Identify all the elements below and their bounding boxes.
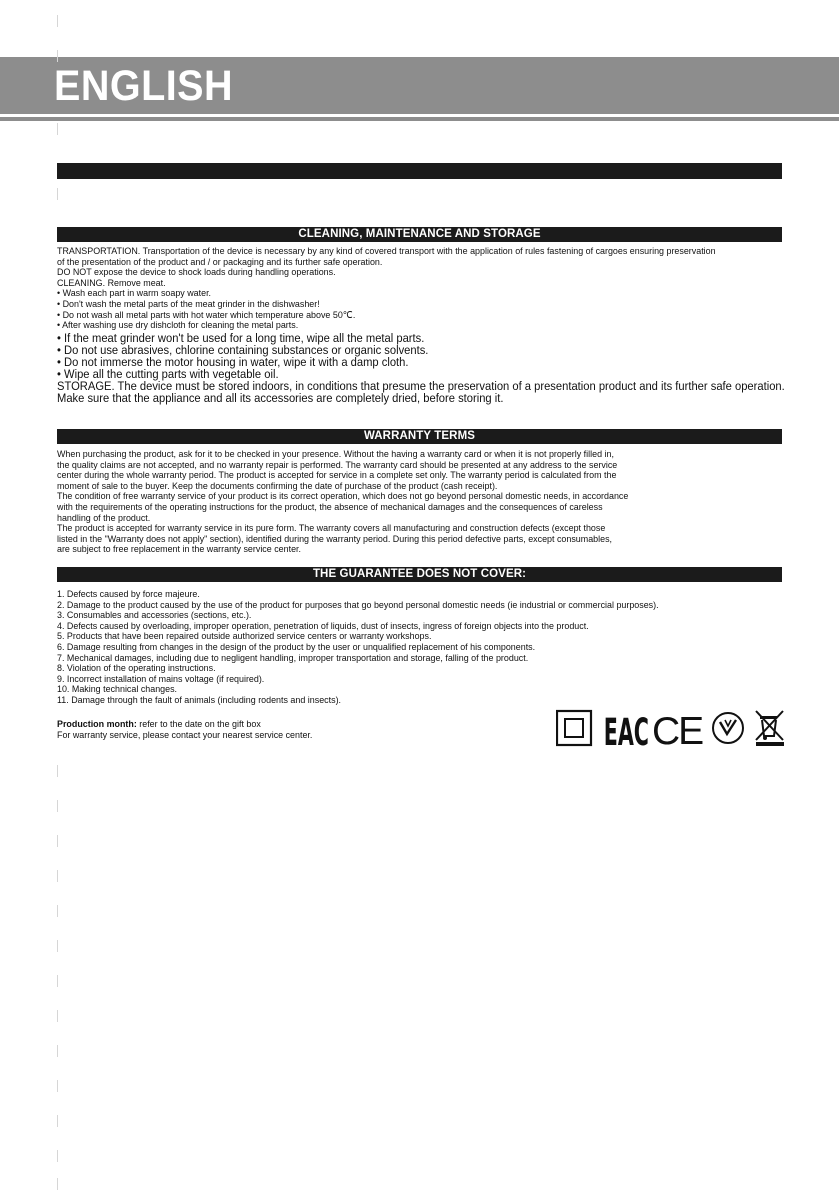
warranty-line: are subject to free replacement in the warranty service center. <box>57 544 301 556</box>
list-item: 2. Damage to the product caused by the use of the product for purposes that go beyond personal domestic needs (ie industrial or commercial purposes). <box>57 599 659 611</box>
banner-rule <box>0 117 839 121</box>
certification-marks <box>556 708 786 748</box>
cleaning-line: • Do not wash all metal parts with hot water which temperature above 50℃. <box>57 309 356 321</box>
cleaning-line: CLEANING. Remove meat. <box>57 277 166 289</box>
guarantee-list <box>57 590 837 707</box>
warranty-line: When purchasing the product, ask for it to be checked in your presence. Without the having a warranty card or when it is not properly filled in, <box>57 449 614 460</box>
certification-marks-svg <box>556 708 786 748</box>
cleaning-line-large: • Wipe all the cutting parts with vegetable oil. <box>57 366 279 381</box>
cleaning-line: • Wash each part in warm soapy water. <box>57 288 212 300</box>
list-item: 7. Mechanical damages, including due to negligent handling, improper transportation and storage, falling of the product. <box>57 652 529 664</box>
service-contact-text: For warranty service, please contact your nearest service center. <box>57 729 313 741</box>
cleaning-line: • After washing use dry dishcloth for cleaning the metal parts. <box>57 320 299 332</box>
list-item: 5. Products that have been repaired outside authorized service centers or warranty workshops. <box>57 631 432 643</box>
warranty-line: center during the whole warranty period. The product is accepted for service in a complete set only. The warranty period is calculated from the <box>57 470 617 482</box>
list-item: 10. Making technical changes. <box>57 684 178 696</box>
warranty-text <box>57 450 837 556</box>
cleaning-line: • Don't wash the metal parts of the meat grinder in the dishwasher! <box>57 298 320 310</box>
language-title: ENGLISH <box>54 62 234 110</box>
warranty-line: The condition of free warranty service of your product is its correct operation, which does not go beyond personal domestic needs, in accordance <box>57 491 629 503</box>
guarantee-section-title: THE GUARANTEE DOES NOT COVER: <box>57 567 782 582</box>
cleaning-text <box>57 247 837 404</box>
cleaning-line-large: • Do not immerse the motor housing in water, wipe it with a damp cloth. <box>57 354 409 369</box>
list-item: 8. Violation of the operating instructions. <box>57 663 216 675</box>
list-item: 1. Defects caused by force majeure. <box>57 589 200 600</box>
ce-icon <box>652 710 703 748</box>
warranty-line: listed in the "Warranty does not apply" section), identified during the warranty period. During this period defective parts, except consumables, <box>57 533 613 545</box>
warranty-line: handling of the product. <box>57 512 151 524</box>
production-month-value: refer to the date on the gift box <box>136 719 261 730</box>
storage-line: Make sure that the appliance and all its accessories are completely dried, before storing it. <box>57 390 504 405</box>
double-insulation-icon <box>557 711 591 745</box>
warranty-line: with the requirements of the operating instructions for the product, the absence of mechanical damages and the consequences of careless <box>57 501 603 513</box>
list-item: 4. Defects caused by overloading, improper operation, penetration of liquids, dust of insects, ingress of foreign objects into the product. <box>57 620 589 632</box>
cleaning-line: TRANSPORTATION. Transportation of the device is necessary by any kind of covered transport with the application of rules fastening of cargoes ensuring preservation <box>57 246 716 257</box>
header-divider-bar <box>57 163 782 179</box>
weee-bin-icon <box>756 711 784 746</box>
ukrsepro-icon <box>713 713 743 743</box>
storage-line: STORAGE. The device must be stored indoors, in conditions that presume the preservation of a presentation product and its further safe operation. <box>57 378 785 393</box>
warranty-line: The product is accepted for warranty service in its pure form. The warranty covers all manufacturing and construction defects (except those <box>57 523 606 535</box>
warranty-line: moment of sale to the buyer. Keep the documents confirming the date of purchase of the product (cash receipt). <box>57 480 498 492</box>
warranty-section-title: WARRANTY TERMS <box>57 429 782 444</box>
list-item: 3. Consumables and accessories (sections, etc.). <box>57 610 252 622</box>
cleaning-line: of the presentation of the product and / or packaging and its further safe operation. <box>57 256 383 268</box>
eac-icon <box>604 711 649 748</box>
warranty-line: the quality claims are not accepted, and no warranty repair is performed. The warranty card should be presented at any address to the service <box>57 459 618 471</box>
cleaning-line-large: • If the meat grinder won't be used for a long time, wipe all the metal parts. <box>57 330 425 345</box>
cleaning-line: DO NOT expose the device to shock loads during handling operations. <box>57 267 336 279</box>
list-item: 6. Damage resulting from changes in the design of the product by the user or unqualified replacement of his components. <box>57 641 536 653</box>
list-item: 9. Incorrect installation of mains voltage (if required). <box>57 673 265 685</box>
production-month-label: Production month: <box>57 719 137 730</box>
list-item: 11. Damage through the fault of animals (including rodents and insects). <box>57 694 342 706</box>
eac-mark-text: EAC <box>603 711 649 748</box>
cleaning-line-large: • Do not use abrasives, chlorine containing substances or organic solvents. <box>57 342 429 357</box>
cleaning-section-title: CLEANING, MAINTENANCE AND STORAGE <box>57 227 782 242</box>
ce-mark-text: CE <box>652 710 703 748</box>
